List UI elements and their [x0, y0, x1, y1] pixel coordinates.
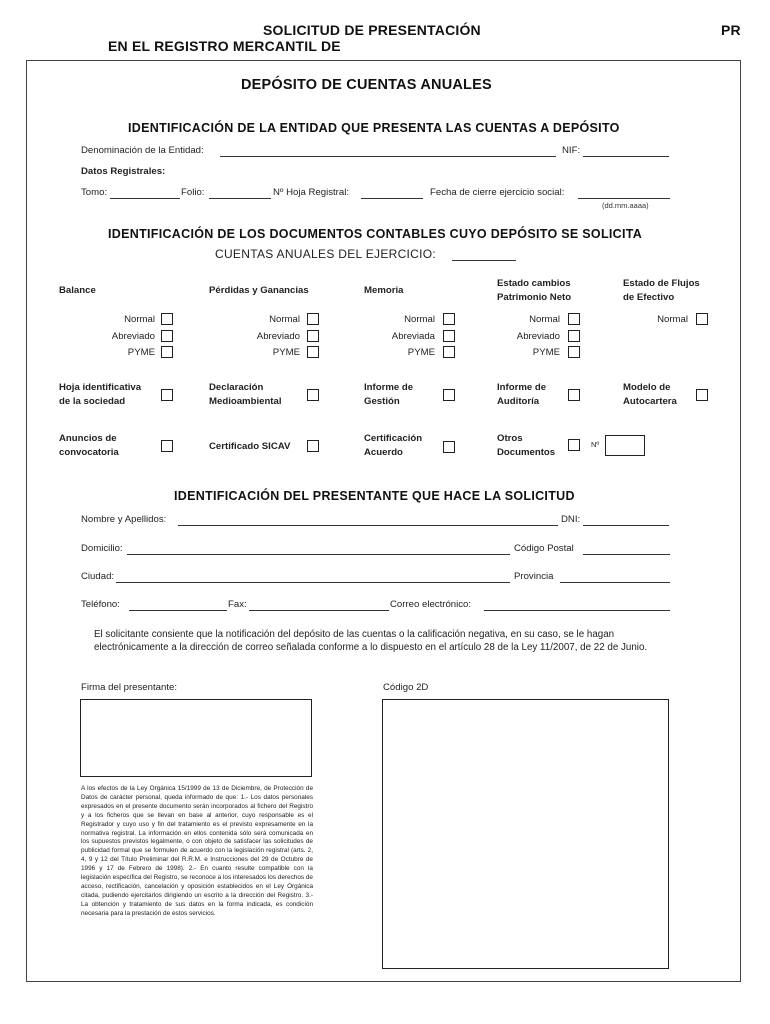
ejercicio-field[interactable] — [452, 260, 516, 261]
modelo-autocartera-l1: Modelo de — [623, 382, 671, 393]
balance-pyme-label: PYME — [127, 347, 155, 358]
anuncios-l1: Anuncios de — [59, 433, 117, 444]
declaracion-l1: Declaración — [209, 382, 264, 393]
otros-l2: Documentos — [497, 447, 556, 458]
estado-normal-checkbox[interactable] — [568, 313, 580, 325]
ciudad-label: Ciudad: — [81, 571, 115, 582]
form-title-line1: SOLICITUD DE PRESENTACIÓN — [263, 22, 481, 38]
perdidas-abreviado-label: Abreviado — [256, 331, 300, 342]
tomo-field[interactable] — [110, 198, 180, 199]
balance-abreviado-label: Abreviado — [111, 331, 155, 342]
informe-auditoria-checkbox[interactable] — [568, 389, 580, 401]
firma-label: Firma del presentante: — [81, 682, 177, 693]
domicilio-field[interactable] — [127, 554, 510, 555]
email-field[interactable] — [484, 610, 670, 611]
estado-abreviado-checkbox[interactable] — [568, 330, 580, 342]
col-estado-l2: Patrimonio Neto — [497, 292, 572, 303]
memoria-abreviada-checkbox[interactable] — [443, 330, 455, 342]
ciudad-field[interactable] — [116, 582, 510, 583]
firma-box[interactable] — [80, 699, 312, 777]
otros-l1: Otros — [497, 433, 523, 444]
perdidas-normal-label: Normal — [269, 314, 300, 325]
estado-abreviado-label: Abreviado — [516, 331, 560, 342]
flujos-normal-label: Normal — [657, 314, 688, 325]
informe-gestion-checkbox[interactable] — [443, 389, 455, 401]
codigo-postal-field[interactable] — [583, 554, 670, 555]
perdidas-normal-checkbox[interactable] — [307, 313, 319, 325]
telefono-label: Teléfono: — [81, 599, 120, 610]
estado-pyme-checkbox[interactable] — [568, 346, 580, 358]
estado-normal-label: Normal — [529, 314, 560, 325]
nombre-label: Nombre y Apellidos: — [81, 514, 167, 525]
denominacion-label: Denominación de la Entidad: — [81, 145, 204, 156]
col-estado-l1: Estado cambios — [497, 278, 571, 289]
otros-num-label: Nº — [591, 440, 600, 449]
estado-pyme-label: PYME — [532, 347, 560, 358]
perdidas-abreviado-checkbox[interactable] — [307, 330, 319, 342]
memoria-normal-checkbox[interactable] — [443, 313, 455, 325]
balance-pyme-checkbox[interactable] — [161, 346, 173, 358]
anuncios-checkbox[interactable] — [161, 440, 173, 452]
modelo-autocartera-checkbox[interactable] — [696, 389, 708, 401]
hoja-identificativa-l2: de la sociedad — [59, 396, 126, 407]
entity-heading: IDENTIFICACIÓN DE LA ENTIDAD QUE PRESENTA LAS CUENTAS A DEPÓSITO — [128, 121, 620, 135]
form-code: PR — [721, 22, 741, 38]
fecha-hint: (dd.mm.aaaa) — [602, 201, 649, 210]
codigo-2d-box — [382, 699, 669, 969]
folio-label: Folio: — [181, 187, 205, 198]
sicav-label: Certificado SICAV — [209, 441, 291, 452]
fecha-cierre-label: Fecha de cierre ejercicio social: — [430, 187, 565, 198]
main-title: DEPÓSITO DE CUENTAS ANUALES — [241, 77, 492, 93]
fecha-cierre-field[interactable] — [578, 198, 670, 199]
otros-num-field[interactable] — [605, 435, 645, 456]
dni-field[interactable] — [583, 525, 669, 526]
modelo-autocartera-l2: Autocartera — [623, 396, 677, 407]
nif-field[interactable] — [583, 156, 669, 157]
folio-field[interactable] — [209, 198, 271, 199]
col-balance: Balance — [59, 285, 96, 296]
denominacion-field[interactable] — [220, 156, 556, 157]
otros-checkbox[interactable] — [568, 439, 580, 451]
hoja-identificativa-checkbox[interactable] — [161, 389, 173, 401]
ejercicio-label: CUENTAS ANUALES DEL EJERCICIO: — [215, 247, 437, 261]
col-flujos-l1: Estado de Flujos — [623, 278, 700, 289]
provincia-field[interactable] — [560, 582, 670, 583]
legal-text: A los efectos de la Ley Orgánica 15/1999 de 13 de Diciembre, de Protección de Datos de carácter personal, queda informado de que: 1.- Los datos personales expresados en el presente documento serán incorporados al fichero del Registro y a los ficheros que se llevan en base al anterior, cuyo responsable es el Registrador y cuyo uso y fin del tratamiento es el previsto expresamente en la normativa registral. La información en ellos contenida sólo será comunicada en los supuestos previstos legalmente, o con objeto de satisfacer las solicitudes de publicidad formal que se formulen de acuerdo con la legislación registral (arts. 2, 4, 9 y 12 del Título Preliminar del R.R.M. e Instrucciones del 29 de Octubre de 1996 y 17 de Febrero de 1998). 2.- En cuanto resulte compatible con la legislación específica del Registro, se reconoce a los interesados los derechos de acceso, rectificación, cancelación y oposición establecidos en el Ley Orgánica citada, pudiendo ejercitarlos dirigiendo un escrito a la dirección del Registro. 3.- La obtención y tratamiento de sus datos en la forma indicada, es condición necesaria para la prestación de estos servicios. — [81, 785, 313, 917]
hoja-registral-label: Nº Hoja Registral: — [273, 187, 350, 198]
presenter-heading: IDENTIFICACIÓN DEL PRESENTANTE QUE HACE LA SOLICITUD — [174, 489, 575, 503]
informe-gestion-l2: Gestión — [364, 396, 400, 407]
memoria-abreviada-label: Abreviada — [391, 331, 435, 342]
form-title-line2: EN EL REGISTRO MERCANTIL DE — [108, 38, 341, 54]
balance-normal-checkbox[interactable] — [161, 313, 173, 325]
hoja-registral-field[interactable] — [361, 198, 423, 199]
codigo-postal-label: Código Postal — [514, 543, 574, 554]
flujos-normal-checkbox[interactable] — [696, 313, 708, 325]
fax-label: Fax: — [228, 599, 247, 610]
informe-auditoria-l1: Informe de — [497, 382, 547, 393]
memoria-pyme-label: PYME — [407, 347, 435, 358]
telefono-field[interactable] — [129, 610, 227, 611]
provincia-label: Provincia — [514, 571, 554, 582]
perdidas-pyme-label: PYME — [272, 347, 300, 358]
informe-auditoria-l2: Auditoría — [497, 396, 540, 407]
certificacion-checkbox[interactable] — [443, 441, 455, 453]
col-memoria: Memoria — [364, 285, 404, 296]
hoja-identificativa-l1: Hoja identificativa — [59, 382, 142, 393]
nombre-field[interactable] — [178, 525, 558, 526]
certificacion-l1: Certificación — [364, 433, 423, 444]
declaracion-l2: Medioambiental — [209, 396, 282, 407]
declaracion-checkbox[interactable] — [307, 389, 319, 401]
nif-label: NIF: — [562, 145, 581, 156]
informe-gestion-l1: Informe de — [364, 382, 414, 393]
sicav-checkbox[interactable] — [307, 440, 319, 452]
memoria-pyme-checkbox[interactable] — [443, 346, 455, 358]
fax-field[interactable] — [249, 610, 389, 611]
anuncios-l2: convocatoria — [59, 447, 119, 458]
datos-registrales-label: Datos Registrales: — [81, 166, 166, 177]
documents-heading: IDENTIFICACIÓN DE LOS DOCUMENTOS CONTABLES CUYO DEPÓSITO SE SOLICITA — [108, 227, 643, 241]
balance-abreviado-checkbox[interactable] — [161, 330, 173, 342]
consent-text: El solicitante consiente que la notificación del depósito de las cuentas o la calificación negativa, en su caso, se le hagan electrónicamente a la dirección de correo señalada conforme a lo dispuesto en el artículo 28 de la Ley 11/2007, de 22 de Junio. — [94, 629, 648, 653]
col-perdidas: Pérdidas y Ganancias — [209, 285, 309, 296]
certificacion-l2: Acuerdo — [364, 447, 403, 458]
memoria-normal-label: Normal — [404, 314, 435, 325]
email-label: Correo electrónico: — [390, 599, 472, 610]
tomo-label: Tomo: — [81, 187, 108, 198]
dni-label: DNI: — [561, 514, 581, 525]
codigo-2d-label: Código 2D — [383, 682, 429, 693]
domicilio-label: Domicilio: — [81, 543, 123, 554]
col-flujos-l2: de Efectivo — [623, 292, 675, 303]
balance-normal-label: Normal — [124, 314, 155, 325]
perdidas-pyme-checkbox[interactable] — [307, 346, 319, 358]
